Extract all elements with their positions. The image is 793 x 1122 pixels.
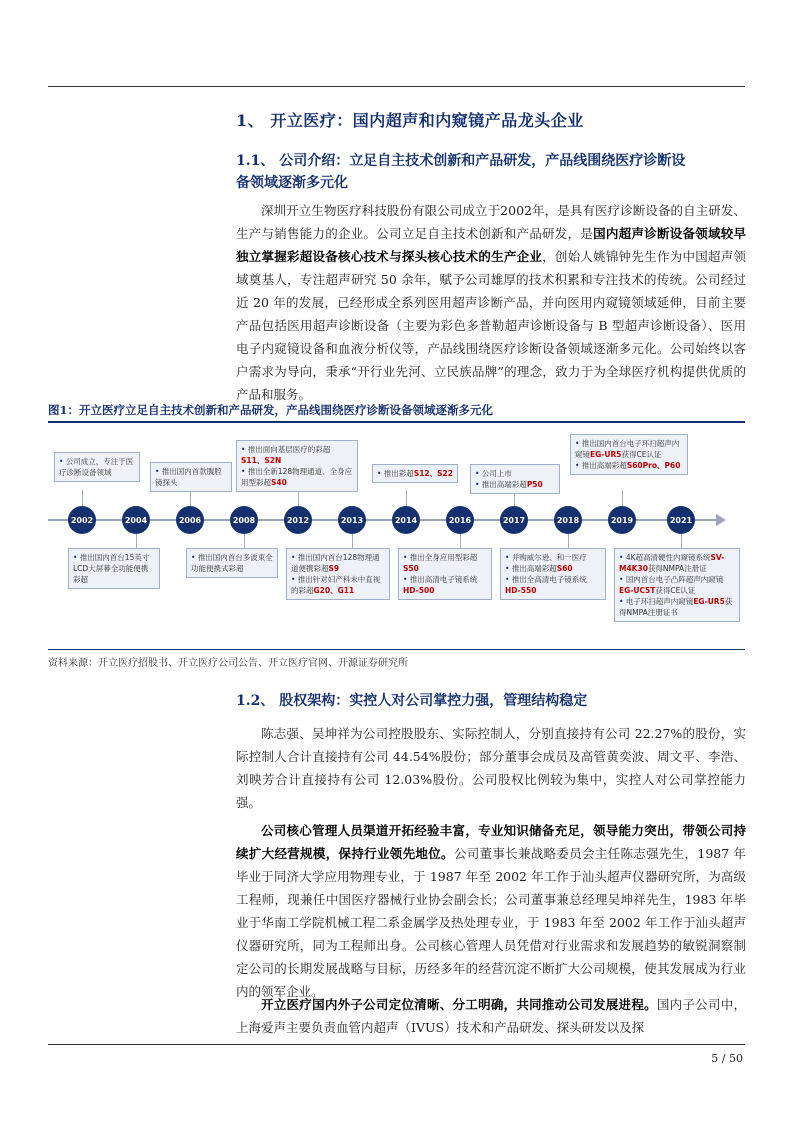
year-node-2012: 2012: [284, 506, 312, 534]
event-2016-item2: • 推出高清电子镜系统HD-500: [403, 574, 487, 596]
event-box-2016: [398, 548, 492, 600]
figure-1-rule: [48, 421, 745, 423]
intro-text-bold: 国内超声诊断设备领域较早独立掌握彩超设备核心技术与探头核心技术的生产企业: [236, 226, 746, 264]
event-2013-item2: • 推出针对妇产科未中直视的彩超G20、G11: [291, 574, 385, 596]
event-box-2021: [614, 548, 740, 622]
event-2008-text: • 推出国内首台多波束全功能便携式彩超: [191, 552, 273, 574]
year-node-2002: 2002: [68, 506, 96, 534]
event-box-2018: [500, 548, 606, 600]
event-2018-item3: • 推出全高清电子镜系统HD-550: [505, 574, 601, 596]
figure-1-source: 资料来源：开立医疗招股书、开立医疗公司公告、开立医疗官网、开源证券研究所: [48, 658, 408, 669]
management-text: 公司董事长兼战略委员会主任陈志强先生，1987 年毕业于同济大学应用物理专业，于 1987 年至 2002 年工作于汕头超声仪器研究所，为高级工程师，现兼任中国医疗器械行业协会副会长；公司董事兼总经理吴坤祥先生，1983 年毕业于华南工学院机械工程二系金属学及热处理专业，于 1983 年至 2002 年工作于汕头超声仪器研究所，同为工程师出身。公司核心管理人员凭借对行业需求和发展趋势的敏锐洞察制定公司的长期发展战略与目标，历经多年的经营沉淀不断扩大公司规模，使其发展成为行业内的领军企业。: [236, 846, 746, 999]
event-2006-text: • 推出国内首款腹腔镜探头: [155, 466, 227, 488]
event-2016-item1: • 推出全身应用型彩超S50: [403, 552, 487, 574]
event-2017-item2: • 推出高端彩超P50: [475, 479, 555, 490]
subsidiary-text: 国内子公司中，上海爱声主要负责血管内超声（IVUS）技术和产品研发、探头研发以及探: [236, 997, 746, 1035]
year-node-2018: 2018: [554, 506, 582, 534]
connector-2004: [136, 534, 137, 548]
event-box-2002: [54, 452, 140, 482]
event-2017-item1: • 公司上市: [475, 468, 555, 479]
ownership-paragraph: 陈志强、吴坤祥为公司控股股东、实际控制人，分别直接持有公司 22.27%的股份，实际控制人合计直接持有公司 44.54%股份；部分董事会成员及高管黄奕波、周文平、李浩、刘映芳合计直接持有公司 12.03%股份。公司股权比例较为集中，实控人对公司掌控能力强。: [236, 726, 746, 810]
source-rule: [48, 649, 745, 650]
connector-2006: [190, 490, 191, 506]
event-box-2017: [470, 464, 560, 494]
connector-2016: [460, 534, 461, 548]
heading-1-1: [236, 150, 746, 194]
event-2014-item1: • 推出彩超S12、S22: [377, 468, 453, 479]
management-text-bold: 公司核心管理人员渠道开拓经验丰富，专业知识储备充足，领导能力突出，带领公司持续扩大经营规模，保持行业领先地位。: [236, 823, 746, 861]
management-paragraph: [236, 819, 746, 1003]
connector-2013: [352, 534, 353, 548]
year-node-2017: 2017: [500, 506, 528, 534]
year-node-2019: 2019: [608, 506, 636, 534]
event-2019-item1: • 推出国内首台电子环扫超声内窥镜EG-UR5获得CE认证: [575, 438, 683, 460]
event-box-2008: [186, 548, 278, 578]
header-rule: [48, 86, 745, 87]
year-node-2016: 2016: [446, 506, 474, 534]
event-2019-item2: • 推出高端彩超S60Pro、P60: [575, 460, 683, 471]
event-2018-item1: • 并购威尔逊、和一医疗: [505, 552, 601, 563]
figure-1-title: 图1：开立医疗立足自主技术创新和产品研发，产品线围绕医疗诊断设备领域逐渐多元化: [48, 403, 493, 417]
connector-2012: [298, 490, 299, 506]
subsidiary-paragraph: [236, 993, 746, 1039]
intro-paragraph: [236, 199, 746, 406]
event-box-2012: [236, 440, 358, 492]
year-node-2013: 2013: [338, 506, 366, 534]
event-2002-text: • 公司成立，专注于医疗诊断设备领域: [59, 456, 135, 478]
event-box-2006: [150, 462, 232, 492]
connector-2002: [82, 490, 83, 506]
event-2004-text: • 推出国内首台15英寸LCD大屏幕全功能便携彩超: [73, 552, 155, 585]
timeline-arrow: [716, 514, 726, 526]
intro-text-a: 深圳开立生物医疗科技股份有限公司成立于2002年，是具有医疗诊断设备的自主研发、生产与销售能力的企业。公司立足自主技术创新和产品研发，是: [236, 203, 746, 241]
event-2018-item2: • 推出高端彩超S60: [505, 563, 601, 574]
year-node-2008: 2008: [230, 506, 258, 534]
connector-2014: [406, 490, 407, 506]
connector-2021: [681, 534, 682, 548]
heading-1-1-line2: 备领域逐渐多元化: [236, 175, 348, 191]
year-node-2004: 2004: [122, 506, 150, 534]
connector-2018: [568, 534, 569, 548]
year-node-2006: 2006: [176, 506, 204, 534]
connector-2019: [622, 490, 623, 506]
subsidiary-text-bold: 开立医疗国内外子公司定位清晰、分工明确，共同推动公司发展进程。: [261, 997, 657, 1012]
event-box-2013: [286, 548, 390, 600]
footer-rule: [48, 1044, 745, 1045]
page-number: 5 / 50: [711, 1052, 743, 1065]
heading-1: 1、 开立医疗：国内超声和内窥镜产品龙头企业: [236, 111, 584, 130]
event-2012-item2: • 推出全新128物理通道、全身应用型彩超S40: [241, 466, 353, 488]
intro-text-b: ，创始人姚锦钟先生作为中国超声领域奠基人，专注超声研究 50 余年，赋予公司雄厚的技术积累和专注技术的传统。公司经过近 20 年的发展，已经形成全系列医用超声诊断产品，并向医用内窥镜领域延伸，目前主要产品包括医用超声诊断设备（主要为彩色多普勒超声诊断设备与 B 型超声诊断设备）、医用电子内窥镜设备和血液分析仪等，产品线围绕医疗诊断设备领域逐渐多元化。公司始终以客户需求为导向，秉承“开行业先河、立民族品牌”的理念，致力于为全球医疗机构提供优质的产品和服务。: [236, 249, 746, 402]
event-2021-item3: • 电子环扫超声内窥镜EG-UR5获得NMPA注册证书: [619, 596, 735, 618]
event-2021-item2: • 国内首台电子凸阵超声内窥镜EG-UC5T获得CE认证: [619, 574, 735, 596]
event-box-2019: [570, 434, 688, 475]
event-2013-item1: • 推出国内首台128物理通道便携彩超S9: [291, 552, 385, 574]
year-node-2021: 2021: [667, 506, 695, 534]
heading-1-2: 1.2、 股权架构：实控人对公司掌控力强，管理结构稳定: [236, 693, 588, 709]
event-2021-item1: • 4K超高清硬性内窥镜系统SV-M4K30获得NMPA注册证: [619, 552, 735, 574]
heading-1-1-line1: 1.1、 公司介绍：立足自主技术创新和产品研发，产品线围绕医疗诊断设: [236, 153, 686, 169]
event-box-2004: [68, 548, 160, 589]
year-node-2014: 2014: [392, 506, 420, 534]
connector-2008: [244, 534, 245, 548]
event-2012-item1: • 推出面向基层医疗的彩超S11、S2N: [241, 444, 353, 466]
event-box-2014: [372, 464, 458, 483]
